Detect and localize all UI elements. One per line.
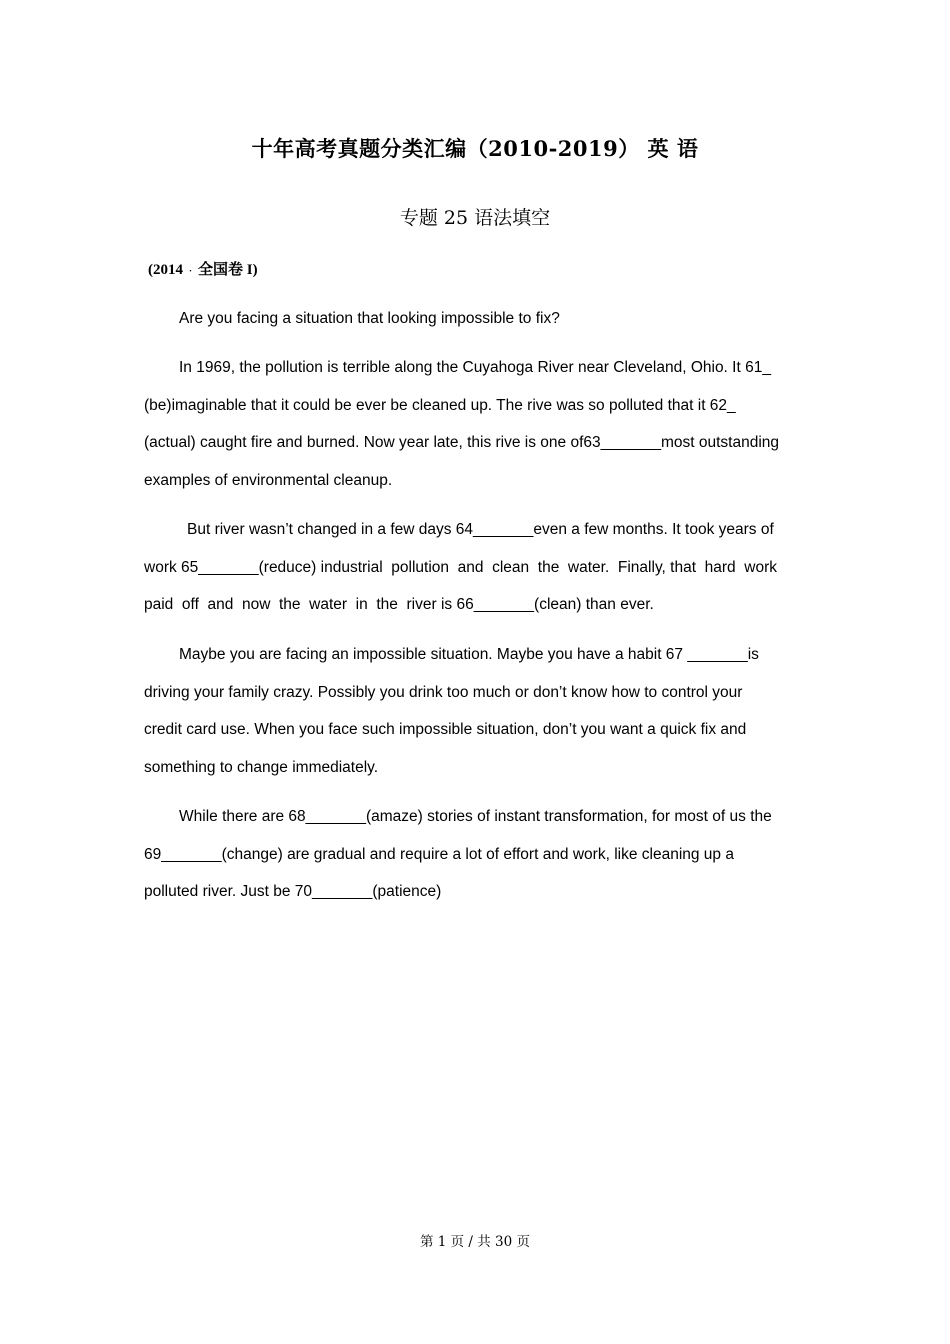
paragraph-3-line: something to change immediately.	[144, 758, 379, 776]
paragraph-2	[144, 511, 806, 624]
paragraph-3	[144, 636, 806, 786]
question-intro	[144, 300, 806, 338]
source-year: (2014	[148, 262, 183, 278]
paragraph-2-line: But river wasn’t changed in a few days 64_______even a few months. It took years of	[187, 521, 774, 538]
question-source	[148, 258, 258, 279]
source-paper: 全国卷	[198, 260, 244, 278]
paragraph-1	[144, 349, 806, 499]
document-subtitle: 专题 25 语法填空	[399, 207, 551, 229]
paragraph-2-line: paid off and now the water in the river is 66_______(clean) than ever.	[144, 596, 654, 613]
question-line: Are you facing a situation that looking impossible to fix?	[179, 310, 560, 327]
document-title: 十年高考真题分类汇编（2010-2019） 英 语	[251, 136, 699, 161]
source-dot: ·	[189, 265, 193, 276]
paragraph-1-line: In 1969, the pollution is terrible along the Cuyahoga River near Cleveland, Ohio. It 61_	[179, 359, 771, 376]
paragraph-4-line: While there are 68_______(amaze) stories of instant transformation, for most of us the	[179, 808, 772, 825]
paragraph-1-line: (actual) caught fire and burned. Now year late, this rive is one of63_______most outstanding	[144, 434, 780, 451]
paragraph-1-line: (be)imaginable that it could be ever be cleaned up. The rive was so polluted that it 62_	[144, 396, 736, 414]
page-footer: 第 1 页 / 共 30 页	[419, 1234, 531, 1250]
paragraph-3-line: credit card use. When you face such impossible situation, don’t you want a quick fix and	[144, 721, 747, 738]
paragraph-4-line: polluted river. Just be 70_______(patience)	[144, 883, 442, 900]
paragraph-2-line: work 65_______(reduce) industrial pollution and clean the water. Finally, that hard work	[144, 558, 777, 576]
paragraph-4	[144, 798, 806, 911]
source-suffix: I)	[246, 262, 258, 278]
paragraph-3-line: driving your family crazy. Possibly you drink too much or don’t know how to control your	[144, 683, 743, 701]
paragraph-3-line: Maybe you are facing an impossible situation. Maybe you have a habit 67 _______is	[179, 646, 759, 663]
paragraph-4-line: 69_______(change) are gradual and require a lot of effort and work, like cleaning up a	[144, 845, 734, 863]
paragraph-1-line: examples of environmental cleanup.	[144, 471, 393, 489]
